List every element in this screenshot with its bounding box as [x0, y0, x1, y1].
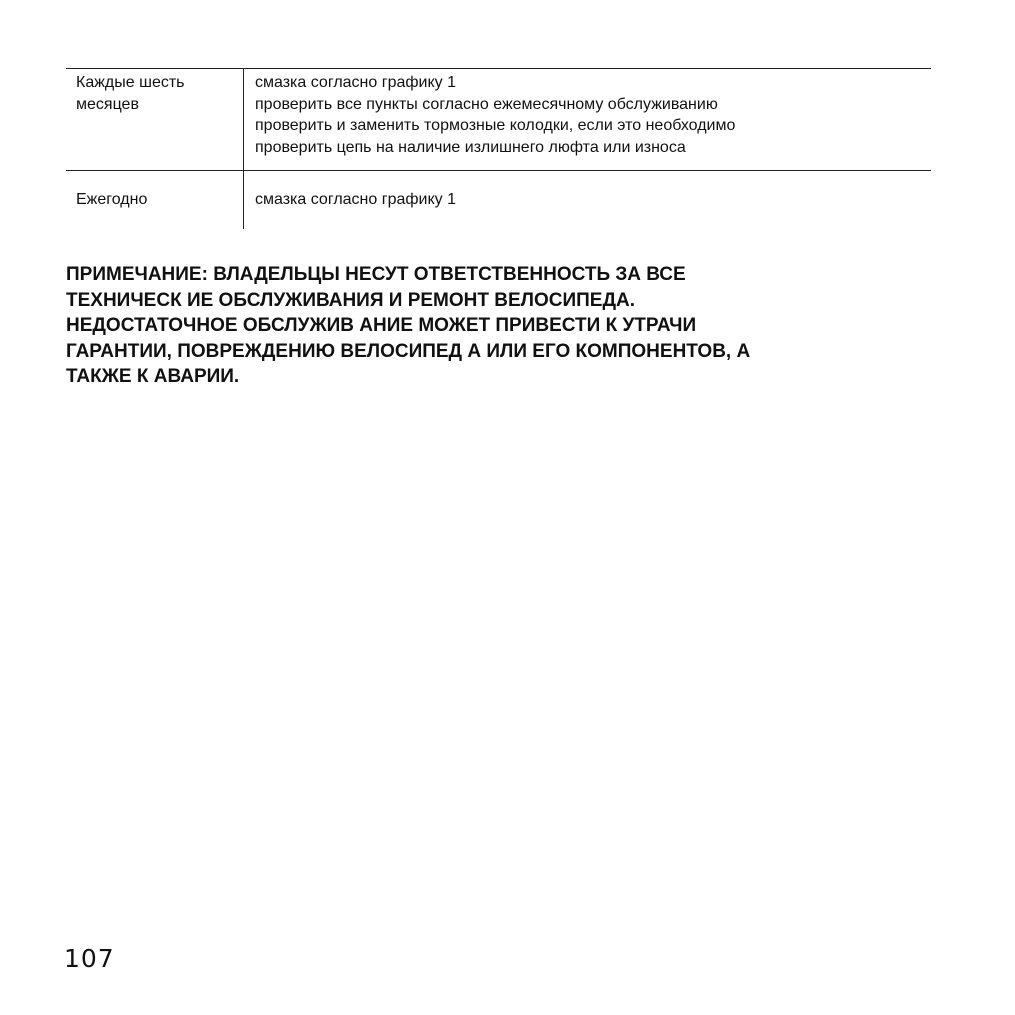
page-number: 107: [64, 944, 115, 973]
notice-line: НЕДОСТАТОЧНОЕ ОБСЛУЖИВ АНИЕ МОЖЕТ ПРИВЕСТИ К УТРАЧИ: [66, 315, 697, 336]
table-row: [66, 69, 931, 171]
notice-line: ТЕХНИЧЕСК ИЕ ОБСЛУЖИВАНИЯ И РЕМОНТ ВЕЛОСИПЕДА.: [66, 289, 636, 311]
tasks-cell: [244, 69, 932, 171]
tasks-cell: [244, 171, 932, 229]
notice-line: ПРИМЕЧАНИЕ: ВЛАДЕЛЬЦЫ НЕСУТ ОТВЕТСТВЕННОСТЬ ЗА ВСЕ: [66, 264, 686, 285]
maintenance-schedule-table: [66, 68, 931, 229]
task-item: смазка согласно графику 1: [255, 191, 456, 208]
notice-line: ГАРАНТИИ, ПОВРЕЖДЕНИЮ ВЕЛОСИПЕД А ИЛИ ЕГО КОМПОНЕНТОВ, А: [66, 340, 751, 362]
period-cell: Каждые шесть месяцев: [76, 74, 185, 113]
task-item: смазка согласно графику 1: [255, 74, 456, 91]
period-cell: Ежегодно: [76, 191, 148, 208]
task-item: проверить цепь на наличие излишнего люфта или износа: [255, 138, 686, 156]
task-item: проверить все пункты согласно ежемесячному обслуживанию: [255, 95, 718, 113]
task-item: проверить и заменить тормозные колодки, если это необходимо: [255, 117, 736, 134]
notice-line: ТАКЖЕ К АВАРИИ.: [66, 366, 240, 387]
table-row: [66, 171, 931, 229]
owner-responsibility-notice: [66, 262, 946, 390]
